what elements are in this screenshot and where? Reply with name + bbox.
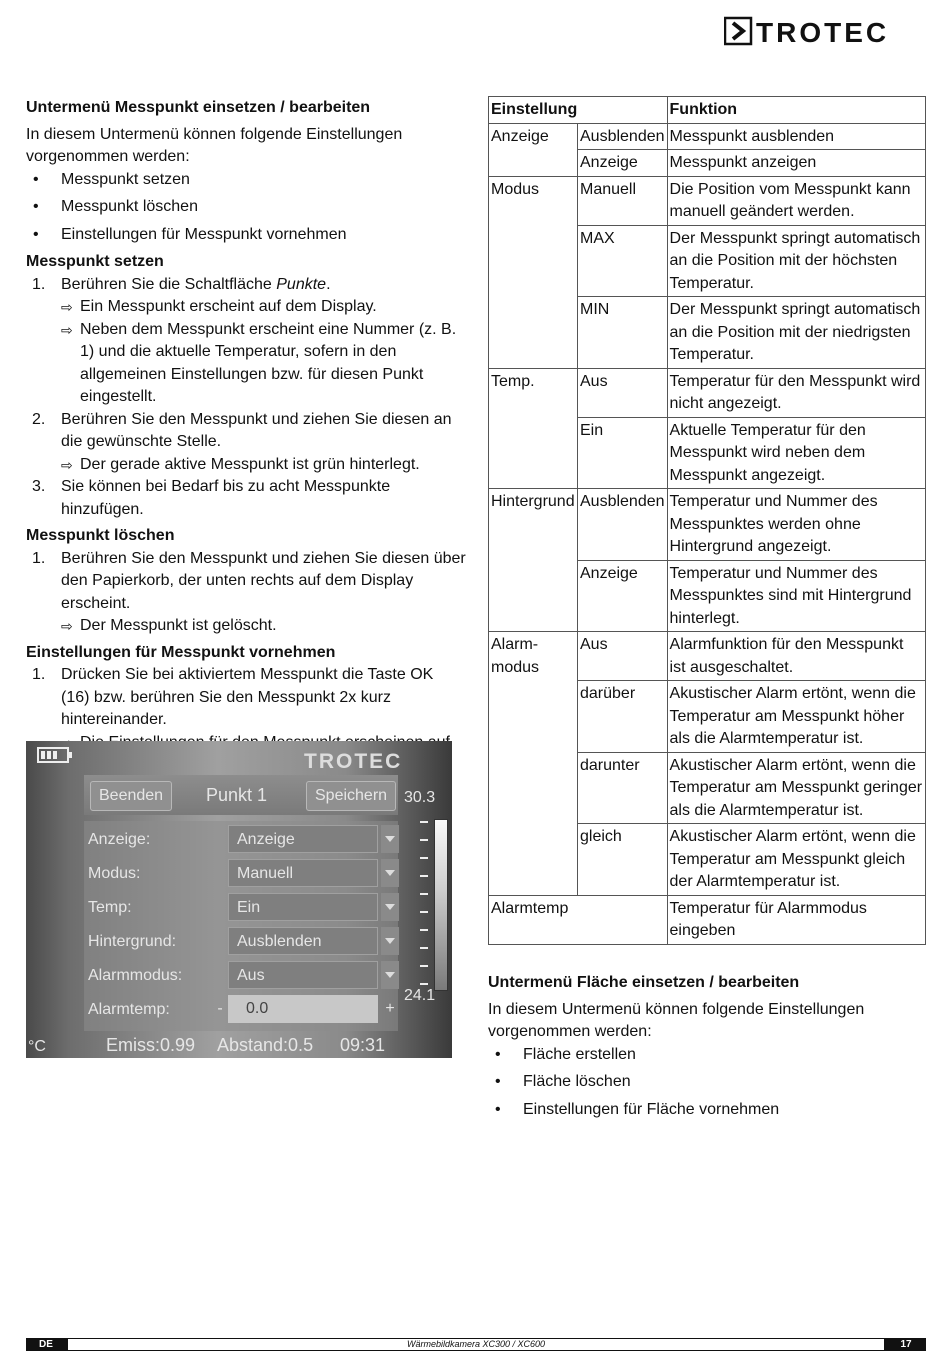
step-item	[26, 274, 466, 409]
table-cell: Temperatur für den Messpunkt wird nicht angezeigt.	[667, 368, 925, 417]
table-cell: Manuell	[578, 176, 668, 225]
table-cell: Aus	[578, 368, 668, 417]
setting-label: Temp:	[88, 899, 132, 916]
list-item: • Fläche erstellen	[488, 1044, 928, 1067]
table-cell: Akustischer Alarm ertönt, wenn die Temperatur am Messpunkt gleich der Alarmtemperatur ist.	[667, 824, 925, 896]
table-cell: Modus	[489, 176, 578, 368]
intro-text: In diesem Untermenü können folgende Einstellungen vorgenommen werden:	[26, 125, 403, 165]
step-text: Berühren Sie den Messpunkt und ziehen Sie diesen über den Papierkorb, der unten rechts auf dem Display erscheint.	[61, 549, 466, 612]
table-cell: Temp.	[489, 368, 578, 489]
chevron-down-icon[interactable]	[381, 859, 399, 887]
steps-set	[26, 274, 466, 522]
section-heading: Untermenü Messpunkt einsetzen / bearbeiten	[26, 99, 371, 116]
bullet-list	[488, 1044, 928, 1122]
setting-row-mode	[88, 859, 398, 889]
list-item: • Messpunkt setzen	[26, 169, 466, 192]
scale-min-value: 24.1	[404, 987, 436, 1004]
screen-header	[84, 775, 398, 815]
table-cell: Alarmtemp	[489, 895, 668, 944]
settings-table	[488, 96, 926, 945]
mode-select[interactable]: Manuell	[228, 859, 378, 887]
table-header-cell: Einstellung	[489, 97, 668, 124]
right-column	[488, 972, 928, 1126]
screen-footer	[26, 1033, 452, 1058]
chevron-down-icon[interactable]	[381, 961, 399, 989]
setting-row-display	[88, 825, 398, 855]
scale-max-value: 30.3	[404, 789, 436, 806]
temp-select[interactable]: Ein	[228, 893, 378, 921]
step-item	[26, 476, 466, 521]
table-cell: Der Messpunkt springt automatisch an die Position mit der höchsten Temperatur.	[667, 225, 925, 297]
save-button[interactable]: Speichern	[306, 781, 396, 811]
table-cell: Akustischer Alarm ertönt, wenn die Temperatur am Messpunkt höher als die Alarmtemperatur ist.	[667, 681, 925, 753]
intro-text: In diesem Untermenü können folgende Einstellungen vorgenommen werden:	[488, 1000, 865, 1040]
table-cell: Ein	[578, 417, 668, 489]
subheading-set: Messpunkt setzen	[26, 253, 164, 270]
list-item: • Einstellungen für Fläche vornehmen	[488, 1099, 928, 1122]
setting-label: Alarmmodus:	[88, 967, 183, 984]
step-number: 1.	[32, 549, 46, 567]
table-row	[489, 368, 926, 417]
table-cell: Anzeige	[489, 123, 578, 176]
step-item	[26, 409, 466, 477]
table-cell: gleich	[578, 824, 668, 896]
table-row	[489, 632, 926, 681]
document-title: Wärmebildkamera XC300 / XC600	[68, 1339, 884, 1350]
step-emphasis: Punkte	[276, 275, 327, 293]
trotec-logo-mark	[724, 16, 928, 46]
subheading-delete: Messpunkt löschen	[26, 527, 175, 544]
list-item: • Messpunkt löschen	[26, 196, 466, 219]
table-cell: Die Position vom Messpunkt kann manuell geändert werden.	[667, 176, 925, 225]
table-cell: Ausblenden	[578, 489, 668, 561]
screen-logo: TROTEC	[304, 750, 403, 773]
temperature-scale	[406, 819, 446, 1009]
alarm-mode-select[interactable]: Aus	[228, 961, 378, 989]
result-item: ⇨ Der Messpunkt ist gelöscht.	[61, 615, 466, 638]
left-column	[26, 97, 466, 777]
step-text: Drücken Sie bei aktiviertem Messpunkt die Taste OK (16) bzw. berühren Sie den Messpunkt 2x kurz hintereinander.	[61, 666, 434, 728]
trotec-logo	[724, 16, 928, 46]
table-cell: MAX	[578, 225, 668, 297]
table-cell: MIN	[578, 297, 668, 369]
chevron-down-icon[interactable]	[381, 825, 399, 853]
setting-label: Hintergrund:	[88, 933, 177, 950]
table-cell: Temperatur für Alarmmodus eingeben	[667, 895, 925, 944]
camera-display-screenshot	[26, 741, 452, 1058]
setting-row-background	[88, 927, 398, 957]
list-item: • Fläche löschen	[488, 1071, 928, 1094]
setting-row-temp	[88, 893, 398, 923]
table-cell: Alarmfunktion für den Messpunkt ist ausgeschaltet.	[667, 632, 925, 681]
battery-icon	[37, 747, 69, 763]
setting-row-alarm-mode	[88, 961, 398, 991]
table-cell: Temperatur und Nummer des Messpunktes werden ohne Hintergrund angezeigt.	[667, 489, 925, 561]
logo-text: TROTEC	[756, 17, 890, 46]
table-row	[489, 123, 926, 150]
background-select[interactable]: Ausblenden	[228, 927, 378, 955]
color-scale-bar	[434, 819, 448, 991]
setting-label: Modus:	[88, 865, 141, 882]
distance-readout: Abstand:0.5	[217, 1035, 314, 1055]
step-number: 2.	[32, 410, 46, 428]
screen-title: Punkt 1	[206, 785, 268, 805]
chevron-down-icon[interactable]	[381, 893, 399, 921]
decrement-button[interactable]: -	[217, 1000, 223, 1017]
page-footer	[26, 1338, 926, 1351]
table-row	[489, 176, 926, 225]
section-heading: Untermenü Fläche einsetzen / bearbeiten	[488, 974, 800, 991]
quit-button[interactable]: Beenden	[90, 781, 172, 811]
table-cell: Aktuelle Temperatur für den Messpunkt wird neben dem Messpunkt angezeigt.	[667, 417, 925, 489]
table-cell: Hintergrund	[489, 489, 578, 632]
step-text-end: .	[326, 275, 331, 293]
step-text: Sie können bei Bedarf bis zu acht Messpunkte hinzufügen.	[61, 478, 391, 518]
subheading-settings: Einstellungen für Messpunkt vornehmen	[26, 643, 336, 661]
step-text: Berühren Sie die Schaltfläche	[61, 275, 277, 293]
table-row	[489, 895, 926, 944]
table-cell: Messpunkt ausblenden	[667, 123, 925, 150]
emissivity-readout: Emiss:0.99	[106, 1035, 196, 1055]
screen-status-bar	[26, 741, 452, 771]
scale-ticks	[410, 819, 430, 989]
table-header-cell: Funktion	[667, 97, 925, 124]
increment-button[interactable]: +	[385, 1000, 395, 1017]
step-number: 3.	[32, 478, 46, 495]
table-cell: Der Messpunkt springt automatisch an die Position mit der niedrigsten Temperatur.	[667, 297, 925, 369]
bullet-list	[26, 169, 466, 247]
table-cell: Akustischer Alarm ertönt, wenn die Temperatur am Messpunkt geringer als die Alarmtemperatur ist.	[667, 752, 925, 824]
settings-panel	[84, 821, 398, 1031]
table-cell: Temperatur und Nummer des Messpunktes sind mit Hintergrund hinterlegt.	[667, 560, 925, 632]
table-cell: Alarm- modus	[489, 632, 578, 896]
result-item: ⇨ Neben dem Messpunkt erscheint eine Nummer (z. B. 1) und die aktuelle Temperatur, sofern in den allgemeinen Einstellungen bzw. für diesen Punkt eingestellt.	[61, 319, 466, 409]
setting-label: Alarmtemp:	[88, 1001, 170, 1018]
table-cell: Ausblenden	[578, 123, 668, 150]
alarm-temp-input[interactable]: 0.0	[228, 995, 378, 1023]
steps-delete	[26, 548, 466, 638]
chevron-down-icon[interactable]	[381, 927, 399, 955]
result-item: ⇨ Ein Messpunkt erscheint auf dem Display.	[61, 296, 466, 319]
table-cell: darüber	[578, 681, 668, 753]
display-select[interactable]: Anzeige	[228, 825, 378, 853]
page-number: 17	[900, 1339, 912, 1350]
time-readout: 09:31	[340, 1035, 386, 1055]
step-number: 1.	[32, 275, 46, 293]
setting-label: Anzeige:	[88, 831, 151, 848]
table-cell: Anzeige	[578, 560, 668, 632]
table-cell: darunter	[578, 752, 668, 824]
step-text: Berühren Sie den Messpunkt und ziehen Sie diesen an die gewünschte Stelle.	[61, 410, 452, 450]
result-item: ⇨ Der gerade aktive Messpunkt ist grün hinterlegt.	[61, 454, 466, 477]
table-cell: Aus	[578, 632, 668, 681]
list-item: • Einstellungen für Messpunkt vornehmen	[26, 224, 466, 247]
unit-label: °C	[28, 1038, 46, 1055]
table-row	[489, 489, 926, 561]
table-cell: Anzeige	[578, 150, 668, 177]
setting-row-alarm-temp	[88, 995, 398, 1025]
step-item	[26, 548, 466, 638]
language-label: DE	[26, 1338, 66, 1351]
table-header-row	[489, 97, 926, 124]
table-cell: Messpunkt anzeigen	[667, 150, 925, 177]
step-number: 1.	[32, 666, 46, 683]
